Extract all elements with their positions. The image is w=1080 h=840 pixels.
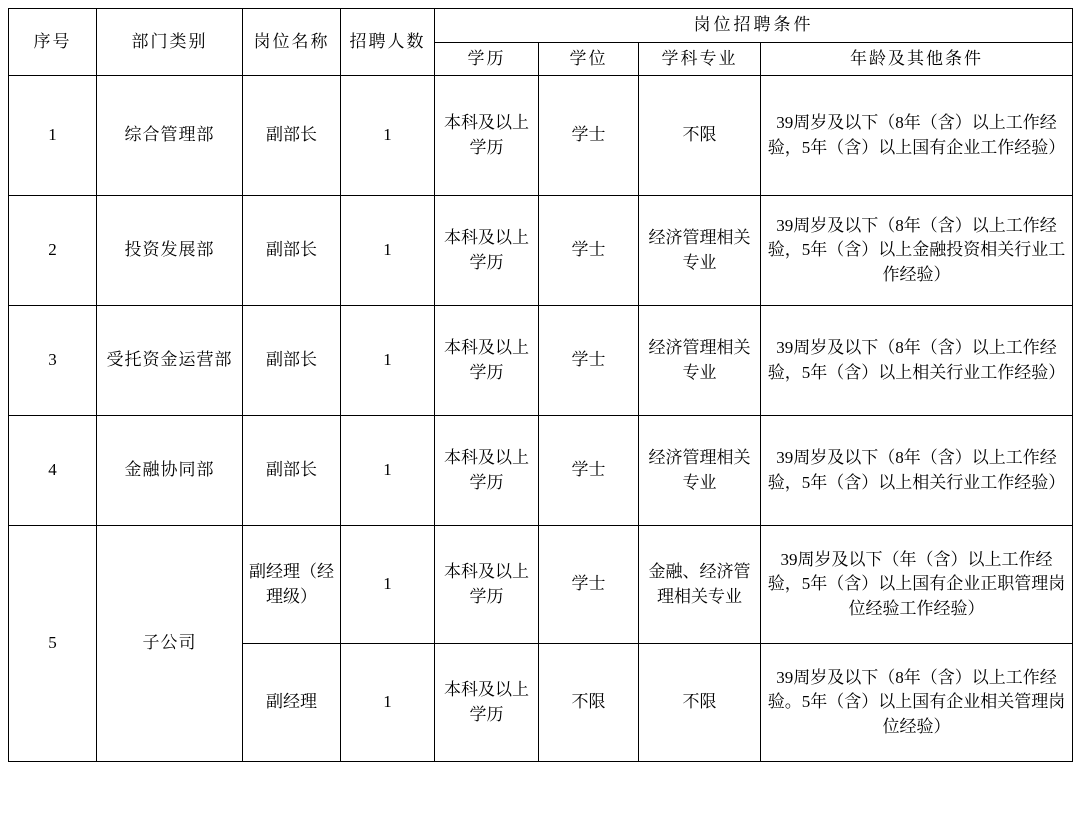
cell-position: 副经理: [243, 644, 341, 762]
header-conditions-group: 岗位招聘条件: [435, 9, 1073, 43]
cell-seq: 3: [9, 306, 97, 416]
cell-department: 金融协同部: [97, 416, 243, 526]
table-body: [9, 76, 1073, 762]
cell-age-other: 39周岁及以下（8年（含）以上工作经验，5年（含）以上国有企业工作经验）: [761, 76, 1073, 196]
table-row: [9, 416, 1073, 526]
header-position: 岗位名称: [243, 9, 341, 76]
cell-degree: 学士: [539, 416, 639, 526]
header-seq: 序号: [9, 9, 97, 76]
cell-count: 1: [341, 526, 435, 644]
cell-education: 本科及以上学历: [435, 526, 539, 644]
cell-seq: 4: [9, 416, 97, 526]
cell-count: 1: [341, 76, 435, 196]
cell-position: 副部长: [243, 416, 341, 526]
cell-department: 投资发展部: [97, 196, 243, 306]
cell-department: 综合管理部: [97, 76, 243, 196]
cell-position: 副部长: [243, 306, 341, 416]
cell-education: 本科及以上学历: [435, 76, 539, 196]
cell-count: 1: [341, 306, 435, 416]
header-degree: 学位: [539, 42, 639, 76]
cell-degree: 学士: [539, 196, 639, 306]
cell-degree: 不限: [539, 644, 639, 762]
cell-degree: 学士: [539, 306, 639, 416]
header-department: 部门类别: [97, 9, 243, 76]
cell-department: 受托资金运营部: [97, 306, 243, 416]
cell-age-other: 39周岁及以下（8年（含）以上工作经验，5年（含）以上金融投资相关行业工作经验）: [761, 196, 1073, 306]
cell-education: 本科及以上学历: [435, 196, 539, 306]
cell-major: 金融、经济管理相关专业: [639, 526, 761, 644]
table-row: [9, 76, 1073, 196]
header-major: 学科专业: [639, 42, 761, 76]
table-row: [9, 526, 1073, 644]
cell-major: 经济管理相关专业: [639, 306, 761, 416]
cell-education: 本科及以上学历: [435, 416, 539, 526]
cell-major: 经济管理相关专业: [639, 196, 761, 306]
header-age-other: 年龄及其他条件: [761, 42, 1073, 76]
cell-age-other: 39周岁及以下（8年（含）以上工作经验，5年（含）以上相关行业工作经验）: [761, 306, 1073, 416]
cell-degree: 学士: [539, 76, 639, 196]
cell-seq: 1: [9, 76, 97, 196]
cell-major: 不限: [639, 76, 761, 196]
cell-age-other: 39周岁及以下（8年（含）以上工作经验，5年（含）以上相关行业工作经验）: [761, 416, 1073, 526]
cell-age-other: 39周岁及以下（8年（含）以上工作经验。5年（含）以上国有企业相关管理岗位经验）: [761, 644, 1073, 762]
cell-major: 不限: [639, 644, 761, 762]
cell-degree: 学士: [539, 526, 639, 644]
cell-count: 1: [341, 644, 435, 762]
cell-position: 副部长: [243, 196, 341, 306]
cell-position: 副经理（经理级）: [243, 526, 341, 644]
cell-count: 1: [341, 196, 435, 306]
cell-education: 本科及以上学历: [435, 306, 539, 416]
cell-count: 1: [341, 416, 435, 526]
cell-education: 本科及以上学历: [435, 644, 539, 762]
cell-major: 经济管理相关专业: [639, 416, 761, 526]
table-row: [9, 306, 1073, 416]
header-count: 招聘人数: [341, 9, 435, 76]
table-row: [9, 196, 1073, 306]
header-row-top: [9, 9, 1073, 43]
recruitment-table: [8, 8, 1073, 762]
cell-seq: 2: [9, 196, 97, 306]
cell-age-other: 39周岁及以下（年（含）以上工作经验，5年（含）以上国有企业正职管理岗位经验工作经验）: [761, 526, 1073, 644]
table-header: [9, 9, 1073, 76]
cell-position: 副部长: [243, 76, 341, 196]
cell-department: 子公司: [97, 526, 243, 762]
cell-seq: 5: [9, 526, 97, 762]
header-education: 学历: [435, 42, 539, 76]
